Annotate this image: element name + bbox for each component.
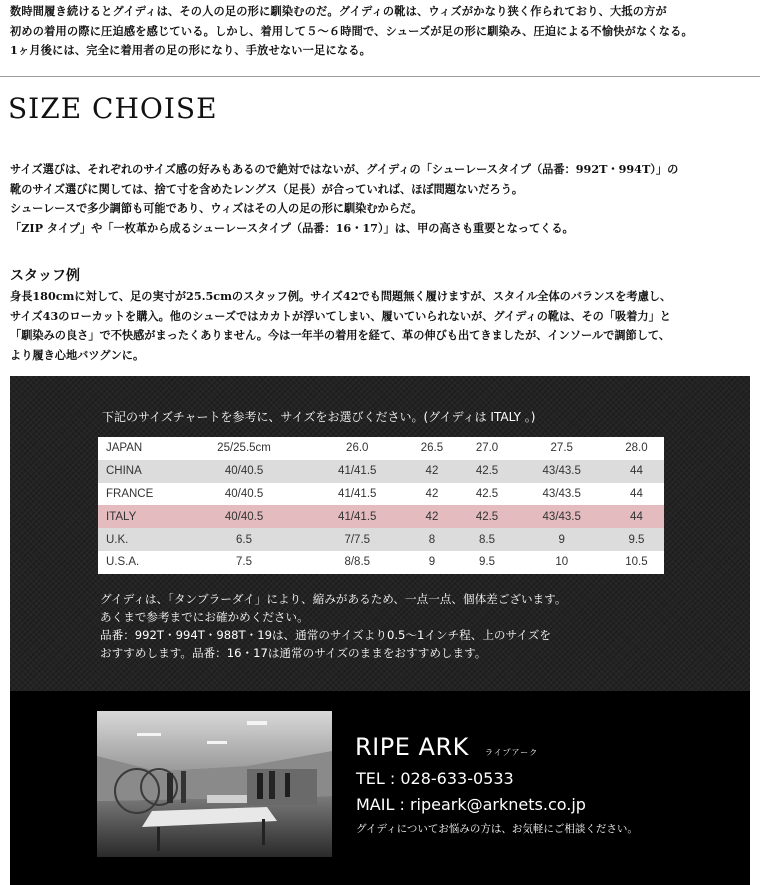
size-row-france [98,483,664,506]
size-cell: 7.5 [178,551,310,574]
size-row-china [98,460,664,483]
intro-text [10,2,755,61]
store-name: RIPE ARK [355,733,469,761]
size-cell: 40/40.5 [178,483,310,506]
note-line: あくまで参考までにお確かめください。 [100,610,309,624]
size-cell: 43/43.5 [515,483,609,506]
size-text-line: シューレースで多少調節も可能であり、ウィズはその人の足の形に馴染むからだ。 [10,201,423,215]
size-cell: 41/41.5 [310,483,404,506]
staff-heading: スタッフ例 [10,268,80,284]
store-contact-note: グイディについてお悩みの方は、お気軽にご相談ください。 [356,823,638,835]
intro-line: 初めの着用の際に圧迫感を感じている。しかし、着用して５～６時間で、シューズが足の形に馴染み、圧迫による不愉快がなくなる。 [10,23,693,38]
size-text-line: サイズ選びは、それぞれのサイズ感の好みもあるので絶対ではないが、グイディの「シューレースタイプ（品番：992T・994T）」の [10,162,679,176]
size-cell: 26.5 [404,437,459,460]
staff-text-line: 身長180cmに対して、足の実寸が25.5cmのスタッフ例。サイズ42でも問題無く履けますが、スタイル全体のバランスを考慮し、 [10,289,672,303]
size-row-label: ITALY [98,505,178,528]
staff-text-line: 「馴染みの良さ」で不快感がまったくありません。今は一年半の着用を経て、革の伸びも出てきましたが、インソールで調節して、 [10,328,671,342]
size-cell: 9 [404,551,459,574]
size-row-italy [98,505,664,528]
size-cell: 42 [404,505,459,528]
size-row-uk [98,528,664,551]
size-cell: 42 [404,483,459,506]
size-cell: 44 [609,483,664,506]
staff-text-line: サイズ43のローカットを購入。他のシューズではカカトが浮いてしまい、履いていられないが、グイディの靴は、その「吸着力」と [10,308,671,323]
size-chart-caption: 下記のサイズチャートを参考に、サイズをお選びください。(グイディは ITALY 。) [102,410,536,424]
size-row-label: U.K. [98,528,178,551]
staff-text [10,287,755,365]
size-cell: 8/8.5 [310,551,404,574]
size-cell: 43/43.5 [515,460,609,483]
size-row-label: FRANCE [98,483,178,506]
size-cell: 42.5 [459,505,514,528]
size-cell: 7/7.5 [310,528,404,551]
size-cell: 9.5 [459,551,514,574]
size-cell: 41/41.5 [310,505,404,528]
size-cell: 10.5 [609,551,664,574]
size-cell: 27.0 [459,437,514,460]
size-cell: 28.0 [609,437,664,460]
size-cell: 26.0 [310,437,404,460]
size-row-japan [98,437,664,460]
size-cell: 44 [609,460,664,483]
size-cell: 25/25.5cm [178,437,310,460]
size-cell: 6.5 [178,528,310,551]
size-cell: 40/40.5 [178,460,310,483]
size-cell: 44 [609,505,664,528]
size-cell: 42.5 [459,460,514,483]
size-cell: 27.5 [515,437,609,460]
size-row-label: JAPAN [98,437,178,460]
size-section-text [10,160,755,238]
size-text-line: 靴のサイズ選びに関しては、捨て寸を含めたレングス（足長）が合っていれば、ほぼ問題ないだろう。 [10,181,524,196]
size-section-heading: SIZE CHOISE [8,92,218,125]
size-row-label: U.S.A. [98,551,178,574]
size-chart-panel [10,376,750,691]
size-chart-notes [100,590,566,662]
store-name-kana: ライプアーク [485,748,539,757]
intro-line: 数時間履き続けるとグイディは、その人の足の形に馴染むのだ。グイディの靴は、ウィズがかなり狭く作られており、大抵の方が [10,4,667,18]
section-divider [0,76,760,77]
size-cell: 42.5 [459,483,514,506]
size-row-label: CHINA [98,460,178,483]
size-cell: 9.5 [609,528,664,551]
store-email[interactable]: MAIL : ripeark@arknets.co.jp [356,795,586,814]
note-line: 品番：992T・994T・988T・19は、通常のサイズより0.5～1インチ程、上のサイズを [100,628,551,642]
staff-text-line: より履き心地バツグンに。 [10,347,145,362]
size-cell: 8 [404,528,459,551]
size-cell: 42 [404,460,459,483]
size-cell: 10 [515,551,609,574]
note-line: グイディは、「タンブラーダイ」により、縮みがあるため、一点一点、個体差ございます。 [100,592,567,606]
size-cell: 40/40.5 [178,505,310,528]
store-banner [10,691,750,885]
size-text-line: 「ZIP タイプ」や「一枚革から成るシューレースタイプ（品番：16・17）」は、甲の高さも重要となってくる。 [10,220,574,235]
store-phone[interactable]: TEL : 028-633-0533 [356,769,514,788]
store-interior-photo [97,711,332,857]
size-cell: 41/41.5 [310,460,404,483]
size-chart-table [98,437,664,574]
intro-line: 1ヶ月後には、完全に着用者の足の形になり、手放せない一足になる。 [10,43,371,57]
size-cell: 9 [515,528,609,551]
size-cell: 8.5 [459,528,514,551]
note-line: おすすめします。品番：16・17は通常のサイズのままをおすすめします。 [100,646,487,660]
size-row-usa [98,551,664,574]
size-cell: 43/43.5 [515,505,609,528]
